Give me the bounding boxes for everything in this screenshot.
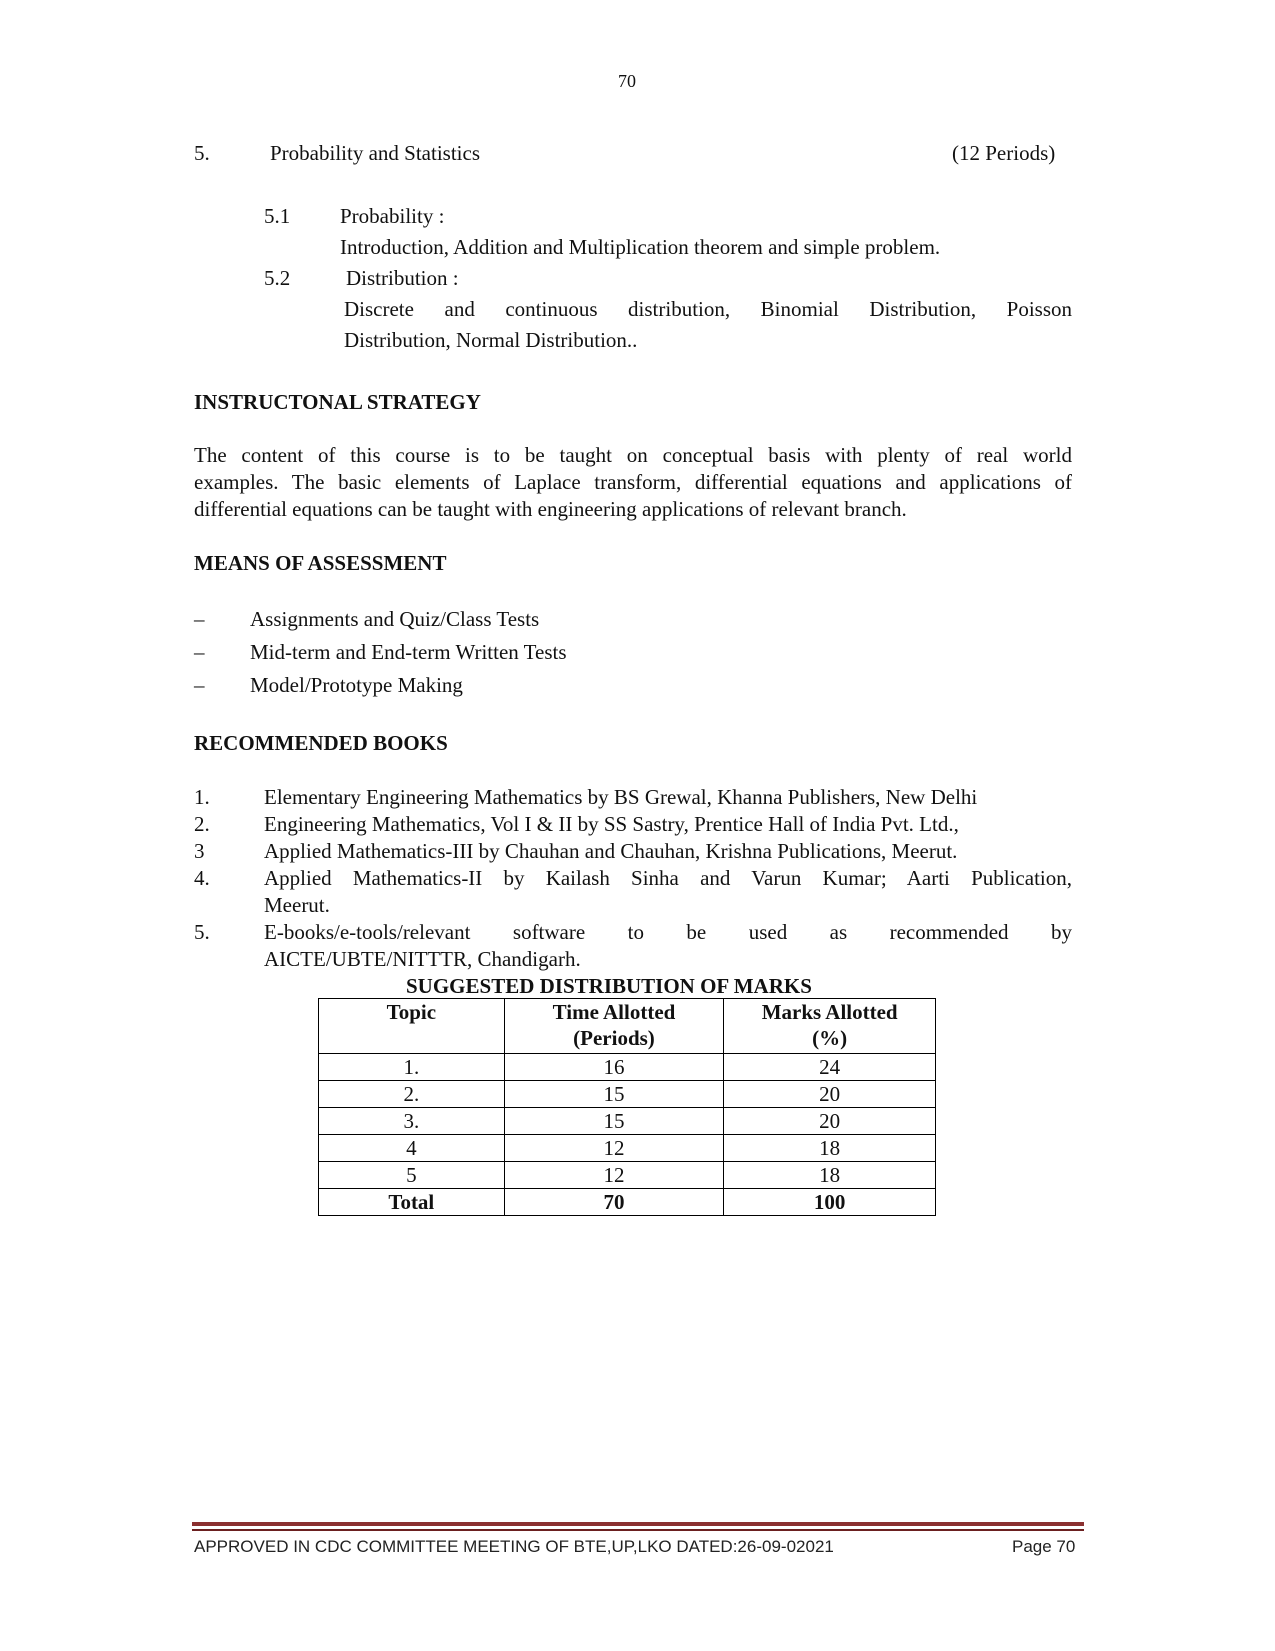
assessment-heading: MEANS OF ASSESSMENT [194, 551, 447, 575]
header-time: Time Allotted (Periods) [504, 999, 724, 1054]
footer-rule [192, 1529, 1084, 1531]
page-number-top: 70 [618, 71, 636, 91]
book-item: Meerut. [264, 893, 330, 917]
total-topic: Total [319, 1189, 505, 1216]
unit-number: 5. [194, 141, 210, 165]
unit-title: Probability and Statistics [270, 141, 480, 165]
strategy-line: differential equations can be taught with engineering applications of relevant branch. [194, 497, 907, 521]
bullet: – [194, 607, 205, 631]
table-row [319, 1081, 936, 1108]
book-item: Elementary Engineering Mathematics by BS Grewal, Khanna Publishers, New Delhi [264, 785, 978, 809]
assessment-item: Assignments and Quiz/Class Tests [250, 607, 540, 631]
total-marks: 100 [724, 1189, 936, 1216]
header-marks: Marks Allotted (%) [724, 999, 936, 1054]
book-item: AICTE/UBTE/NITTTR, Chandigarh. [264, 947, 581, 971]
cell-time: 16 [504, 1054, 724, 1081]
cell-topic: 3. [319, 1108, 505, 1135]
book-number: 1. [194, 785, 210, 809]
bullet: – [194, 640, 205, 664]
assessment-item: Mid-term and End-term Written Tests [250, 640, 567, 664]
cell-marks: 20 [724, 1108, 936, 1135]
cell-topic: 2. [319, 1081, 505, 1108]
footer-approval: APPROVED IN CDC COMMITTEE MEETING OF BTE,UP,LKO DATED:26-09-02021 [194, 1537, 834, 1556]
cell-topic: 4 [319, 1135, 505, 1162]
book-number: 5. [194, 920, 210, 944]
subsection-content: Distribution, Normal Distribution.. [344, 328, 638, 352]
unit-periods: (12 Periods) [952, 141, 1056, 165]
subsection-title: Distribution : [346, 266, 459, 290]
cell-time: 15 [504, 1081, 724, 1108]
cell-time: 15 [504, 1108, 724, 1135]
table-row [319, 1162, 936, 1189]
total-time: 70 [504, 1189, 724, 1216]
table-header-row [319, 999, 936, 1054]
subsection-title: Probability : [340, 204, 445, 228]
footer-rule [192, 1522, 1084, 1526]
table-row [319, 1054, 936, 1081]
strategy-line: The content of this course is to be taught on conceptual basis with plenty of real world [194, 443, 1072, 467]
subsection-number: 5.1 [264, 204, 291, 228]
book-item: Applied Mathematics-III by Chauhan and Chauhan, Krishna Publications, Meerut. [264, 839, 958, 863]
footer-page-number: Page 70 [1012, 1537, 1076, 1556]
cell-time: 12 [504, 1135, 724, 1162]
table-total-row [319, 1189, 936, 1216]
marks-table [318, 998, 936, 1216]
cell-marks: 20 [724, 1081, 936, 1108]
book-item: Engineering Mathematics, Vol I & II by SS Sastry, Prentice Hall of India Pvt. Ltd., [264, 812, 959, 836]
cell-time: 12 [504, 1162, 724, 1189]
bullet: – [194, 673, 205, 697]
table-row [319, 1108, 936, 1135]
books-heading: RECOMMENDED BOOKS [194, 731, 448, 755]
table-row [319, 1135, 936, 1162]
strategy-heading: INSTRUCTONAL STRATEGY [194, 390, 481, 414]
cell-marks: 18 [724, 1135, 936, 1162]
book-number: 2. [194, 812, 210, 836]
book-item: Applied Mathematics-II by Kailash Sinha and Varun Kumar; Aarti Publication, [264, 866, 1072, 890]
cell-marks: 24 [724, 1054, 936, 1081]
header-topic: Topic [319, 999, 505, 1054]
subsection-content: Introduction, Addition and Multiplication theorem and simple problem. [340, 235, 941, 259]
cell-marks: 18 [724, 1162, 936, 1189]
strategy-line: examples. The basic elements of Laplace transform, differential equations and applications of [194, 470, 1072, 494]
book-item: E-books/e-tools/relevant software to be used as recommended by [264, 920, 1072, 944]
cell-topic: 1. [319, 1054, 505, 1081]
subsection-number: 5.2 [264, 266, 291, 290]
assessment-item: Model/Prototype Making [250, 673, 463, 697]
table-title: SUGGESTED DISTRIBUTION OF MARKS [406, 974, 812, 998]
book-number: 4. [194, 866, 210, 890]
cell-topic: 5 [319, 1162, 505, 1189]
subsection-content: Discrete and continuous distribution, Binomial Distribution, Poisson [344, 297, 1072, 321]
book-number: 3 [194, 839, 205, 863]
